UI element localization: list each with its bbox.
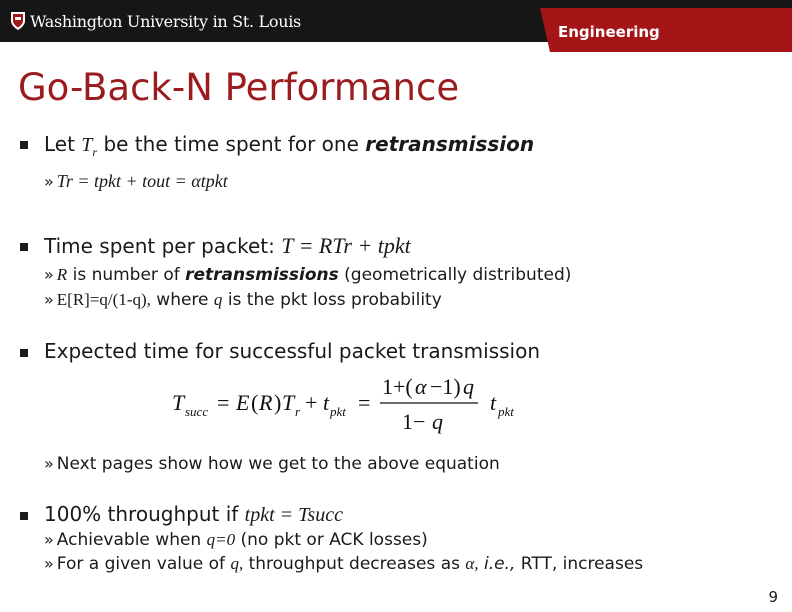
svg-text:E: E — [236, 390, 250, 415]
bullet-4-sub-1: » Achievable when q=0 (no pkt or ACK losses) — [44, 530, 428, 550]
svg-text:t: t — [323, 390, 330, 415]
svg-text:q: q — [463, 374, 474, 399]
svg-text:succ: succ — [185, 404, 209, 419]
r-symbol: R — [56, 265, 68, 284]
bullet-1-prefix: Let — [44, 132, 75, 156]
svg-text:=: = — [217, 390, 230, 415]
svg-text:pkt: pkt — [498, 404, 514, 419]
svg-text:q: q — [432, 409, 443, 434]
q-zero: q=0 — [206, 530, 236, 549]
bullet-4 — [44, 502, 343, 527]
svg-text:r: r — [295, 404, 301, 419]
svg-text:+: + — [305, 390, 318, 415]
bullet-marker — [20, 243, 28, 251]
svg-text:R: R — [259, 390, 273, 415]
sub-text: Achievable when — [56, 530, 202, 550]
sub-text: (geometrically distributed) — [344, 265, 572, 285]
expectation-formula: E[R]=q/(1-q), — [56, 290, 151, 309]
svg-text:=: = — [358, 390, 371, 415]
sub-text: (no pkt or ACK losses) — [240, 530, 428, 550]
bullet-1 — [44, 132, 534, 160]
svg-text:t: t — [490, 390, 497, 415]
q-symbol: q — [213, 290, 223, 309]
bullet-1-bold: retransmission — [365, 132, 535, 156]
sub-bold: retransmissions — [185, 265, 339, 285]
svg-text:(: ( — [251, 390, 259, 415]
t-equation: T = RTr + tpkt — [281, 233, 411, 258]
alpha-symbol: α, — [465, 554, 479, 573]
sub-italic: i.e., — [483, 554, 516, 574]
bullet-2-sub-2: » E[R]=q/(1-q), where q is the pkt loss probability — [44, 290, 442, 310]
bullet-2-sub-1: » R is number of retransmissions (geometrically distributed) — [44, 265, 572, 285]
svg-text:T: T — [172, 390, 185, 415]
sub-text: is the pkt loss probability — [227, 290, 442, 310]
bullet-marker — [20, 141, 28, 149]
q-symbol: q, — [230, 554, 244, 573]
slide-title: Go-Back-N Performance — [18, 66, 460, 109]
sub-text: where — [156, 290, 209, 310]
bullet-3: Expected time for successful packet transmission — [44, 339, 541, 363]
page-number: 9 — [768, 588, 778, 606]
svg-text:): ) — [274, 390, 282, 415]
bullet-1-text: be the time spent for one — [103, 132, 359, 156]
svg-text:α: α — [415, 374, 427, 399]
svg-text:1−: 1− — [402, 409, 426, 434]
svg-text:−1): −1) — [430, 374, 461, 399]
sub-text: RTT, increases — [520, 554, 644, 574]
bullet-4-sub-2: » For a given value of q, throughput decreases as α, i.e., RTT, increases — [44, 554, 644, 574]
university-name: Washington University in St. Louis — [30, 11, 301, 31]
school-name: Engineering — [558, 23, 660, 41]
svg-text:1+(: 1+( — [382, 374, 413, 399]
bullet-4-text: 100% throughput if — [44, 502, 239, 526]
bullet-1-sub: » Tr = tpkt + tout = αtpkt — [44, 171, 228, 191]
sub-text: is number of — [72, 265, 180, 285]
shield-icon — [10, 11, 26, 31]
throughput-condition: tpkt = Tsucc — [244, 504, 343, 526]
svg-text:pkt: pkt — [330, 404, 346, 419]
sub-text: For a given value of — [56, 554, 226, 574]
tsucc-formula — [170, 372, 530, 440]
bullet-marker — [20, 512, 28, 520]
tr-symbol: $T_r$ — [81, 134, 98, 159]
sub-text: throughput decreases as — [248, 554, 460, 574]
svg-text:T: T — [282, 390, 295, 415]
bullet-2-text: Time spent per packet: — [44, 234, 275, 258]
university-logo — [10, 9, 301, 33]
sub-text: Next pages show how we get to the above equation — [56, 454, 500, 474]
bullet-2 — [44, 233, 411, 259]
tr-equation: Tr = tpkt + tout = αtpkt — [56, 171, 228, 191]
bullet-3-sub: » Next pages show how we get to the above equation — [44, 454, 500, 474]
bullet-marker — [20, 349, 28, 357]
